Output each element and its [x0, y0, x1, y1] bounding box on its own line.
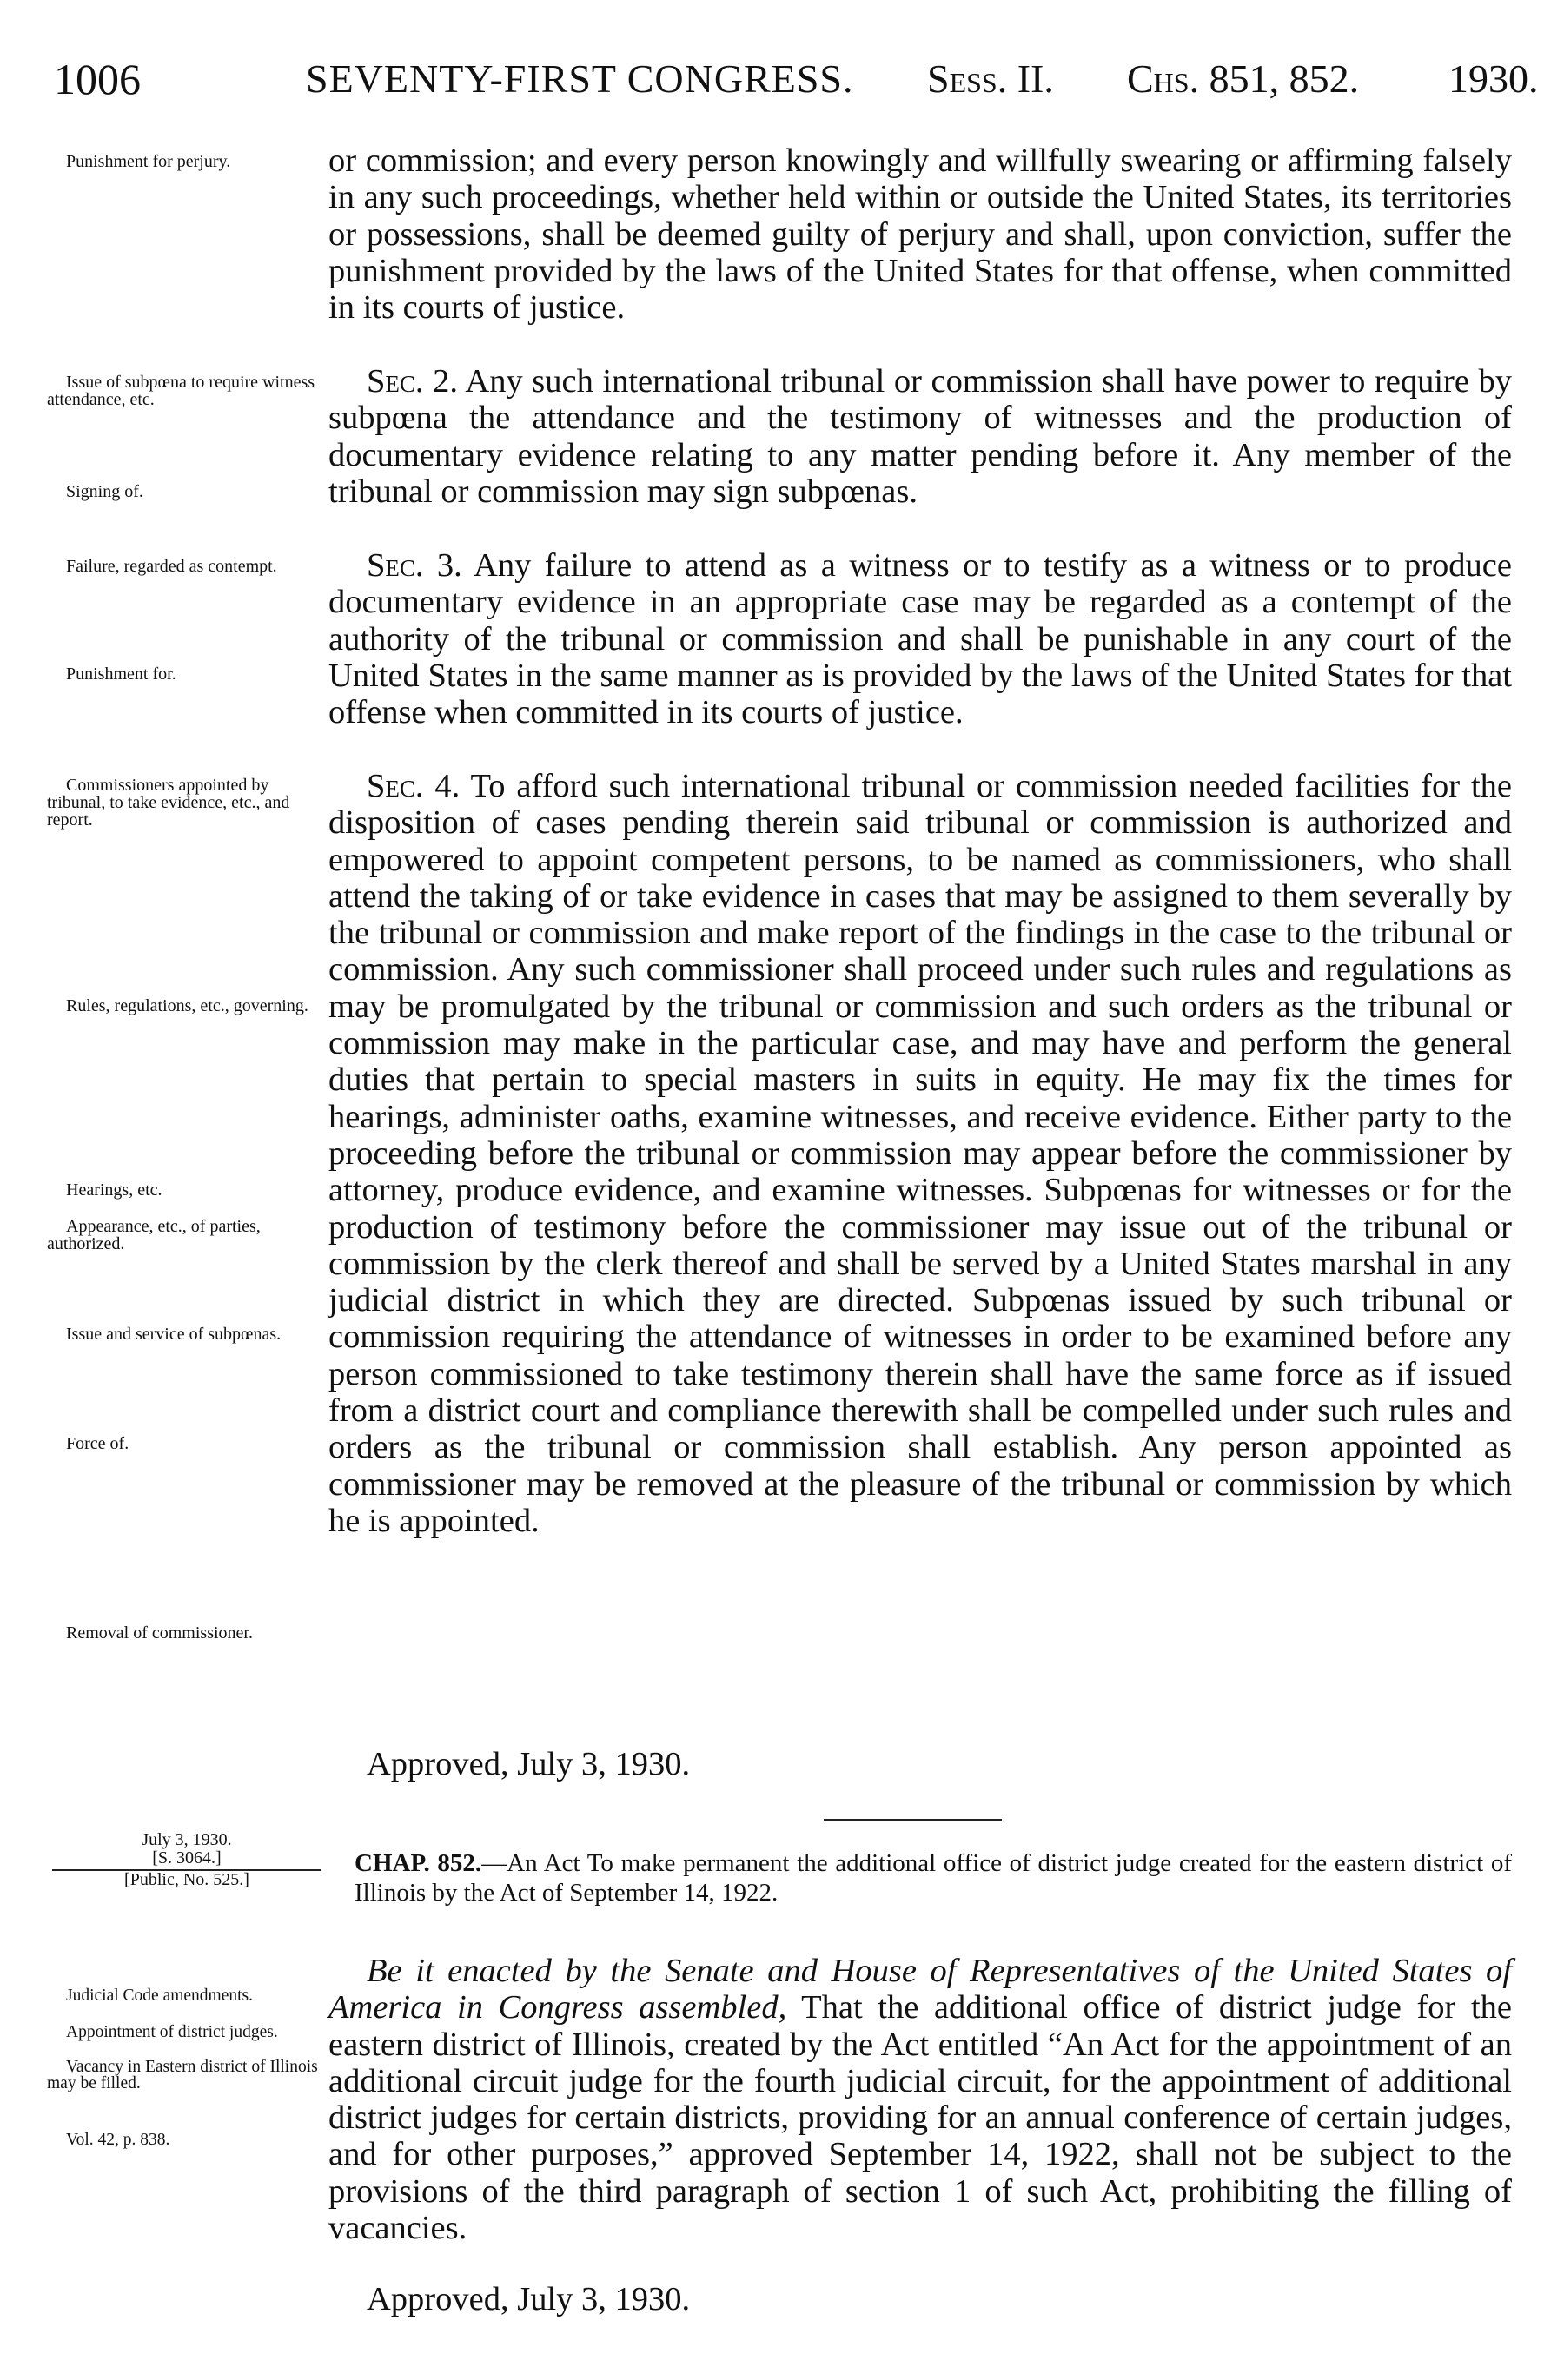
margin-note-force: Force of.	[66, 1434, 129, 1453]
chapter-852-date-block	[52, 1831, 321, 1889]
margin-note-signing: Signing of.	[66, 482, 143, 501]
margin-note-failure: Failure, regarded as contempt.	[66, 557, 277, 576]
margin-note-subpoena: Issue of subpœna to require witness attendance, etc.	[47, 373, 315, 409]
section-3-text: Any failure to attend as a witness or to testify as a witness or to produce documentary evidence in an appropriate case may be regarded as a contempt of the authority of the tribunal or commission and shall be punishable in any court of the United States in the same manner as is provided by the laws of the United States for that offense when committed in its courts of justice.	[328, 547, 1512, 731]
section-2-label: Sec. 2.	[367, 363, 458, 400]
margin-note-appointment: Appointment of district judges.	[66, 2023, 278, 2041]
header-title: SEVENTY-FIRST CONGRESS.	[306, 56, 854, 101]
margin-note-vacancy: Vacancy in Eastern district of Illinois may be filled.	[47, 2058, 318, 2092]
margin-note-vol: Vol. 42, p. 838.	[66, 2131, 170, 2149]
section-4-text: To afford such international tribunal or commission needed facilities for the disposition of cases pending therein said tribunal or commission is authorized and empowered to appoint competent persons, to be named as commissioners, who shall attend the taking of or take evidence in cases that may be assigned to them severally by the tribunal or commission and make report of the findings in the case to the tribunal or commission. Any such commissioner shall proceed under such rules and regulations as may be promulgated by the tribunal or commission and such orders as the tribunal or commission may make in the particular case, and may have and perform the general duties that pertain to special masters in suits in equity. He may fix the times for hearings, administer oaths, examine witnesses, and receive evidence. Either party to the proceeding before the tribunal or commission may appear before the commissioner by attorney, produce evidence, and examine witnesses. Subpœnas for witnesses or for the production of testimony before the commissioner may issue out of the tribunal or commission by the clerk thereof and shall be served by a United States marshal in any judicial district in which they are directed. Subpœnas issued by such tribunal or commission requiring the attendance of witnesses in order to be examined before any person commissioned to take testimony therein shall have the same force as if issued from a district court and compliance therewith shall be compelled under such rules and orders as the tribunal or commission shall establish. Any person appointed as commissioner may be removed at the pleasure of the tribunal or commission by which he is appointed.	[328, 768, 1512, 1539]
margin-note-appearance: Appearance, etc., of parties, authorized.	[47, 1217, 261, 1253]
margin-note-punishment: Punishment for.	[66, 664, 176, 684]
chapter-852-title: —An Act To make permanent the additional office of district judge created for the eastern district of Illinois by the Act of September 14, 1922.	[355, 1849, 1513, 1907]
chapter-852-body: That the additional office of district judge for the eastern district of Illinois, created by the Act entitled “An Act for the appointment of an additional circuit judge for the fourth judicial circuit, for the appointment of additional district judges for certain districts, providing for an annual conference of certain judges, and for other purposes,” approved September 14, 1922, shall not be subject to the provisions of the third paragraph of section 1 of such Act, prohibiting the filling of vacancies.	[328, 1989, 1512, 2247]
section-4-label: Sec. 4.	[367, 768, 461, 804]
header-session: Sess. II.	[927, 56, 1054, 101]
section-2	[328, 363, 1512, 510]
chapter-852-text	[328, 1953, 1512, 2246]
margin-note-judicial-code: Judicial Code amendments.	[66, 1987, 253, 2005]
chapter-852-bill: [S. 3064.]	[52, 1849, 321, 1871]
section-2-text: Any such international tribunal or commission shall have power to require by subpœna the attendance and the testimony of witnesses and the production of documentary evidence relating to any matter pending before it. Any member of the tribunal or commission may sign subpœnas.	[328, 363, 1512, 510]
margin-note-rules: Rules, regulations, etc., governing.	[66, 996, 308, 1015]
approved-851: Approved, July 3, 1930.	[367, 1746, 691, 1782]
section-3-label: Sec. 3.	[367, 547, 462, 584]
margin-note-hearings: Hearings, etc.	[66, 1180, 162, 1200]
margin-note-removal: Removal of commissioner.	[66, 1623, 253, 1643]
section-4	[328, 768, 1512, 1539]
margin-note-commissioners: Commissioners appointed by tribunal, to take evidence, etc., and report.	[47, 776, 290, 830]
enacting-clause: Be it enacted by the Senate and House of Representatives of the United States of America in Congress assembled,	[328, 1953, 1512, 2026]
chapter-852-public-law: [Public, No. 525.]	[124, 1870, 249, 1889]
margin-note-issue-service: Issue and service of subpœnas.	[66, 1325, 282, 1344]
chapter-852-label: CHAP. 852.	[355, 1849, 482, 1877]
paragraph-perjury: or commission; and every person knowingly and willfully swearing or affirming falsely in any such proceedings, whether held within or outside the United States, its territories or possessions, shall be deemed guilty of perjury and shall, upon conviction, suffer the punishment provided by the laws of the United States for that offense, when committed in its courts of justice.	[328, 142, 1512, 327]
header-year: 1930.	[1448, 56, 1539, 101]
section-3	[328, 547, 1512, 731]
header-chapters: Chs. 851, 852.	[1127, 56, 1360, 101]
page-number: 1006	[54, 55, 141, 103]
section-divider	[824, 1819, 1002, 1821]
chapter-852-heading	[355, 1848, 1512, 1907]
approved-852: Approved, July 3, 1930.	[367, 2281, 691, 2317]
margin-note-perjury: Punishment for perjury.	[66, 152, 231, 171]
chapter-852-date: July 3, 1930.	[142, 1830, 232, 1849]
page-header	[54, 54, 1539, 115]
